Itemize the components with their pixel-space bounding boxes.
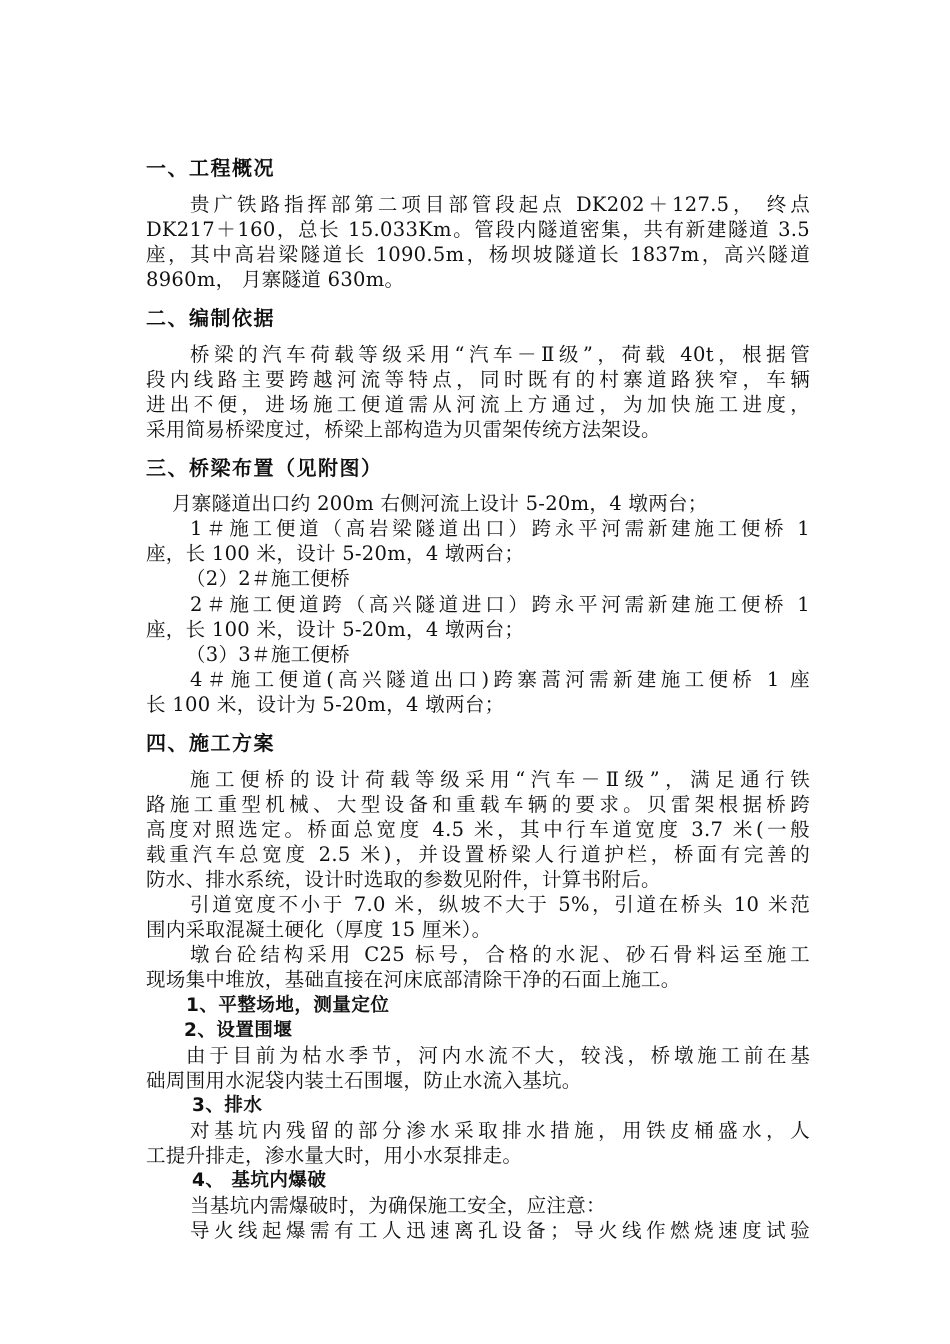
paragraph-line: 由于目前为枯水季节，河内水流不大，较浅，桥墩施工前在基 xyxy=(186,1044,810,1067)
section-heading: 三、桥梁布置（见附图） xyxy=(146,456,383,480)
paragraph-line: 4＃施工便道(高兴隧道出口)跨寨蒿河需新建施工便桥 1 座 xyxy=(190,668,810,691)
paragraph-line: 段内线路主要跨越河流等特点，同时既有的村寨道路狭窄，车辆 xyxy=(146,368,810,391)
paragraph-line: 墩台砼结构采用 C25 标号，合格的水泥、砂石骨料运至施工 xyxy=(190,943,810,966)
paragraph-line: 座，其中高岩梁隧道长 1090.5m，杨坝坡隧道长 1837m，高兴隧道 xyxy=(146,243,810,266)
paragraph-line: 载重汽车总宽度 2.5 米)，并设置桥梁人行道护栏，桥面有完善的 xyxy=(146,843,810,866)
paragraph-line: 8960m， 月寨隧道 630m。 xyxy=(146,268,405,291)
paragraph-line: 月寨隧道出口约 200m 右侧河流上设计 5-20m，4 墩两台； xyxy=(172,492,708,515)
paragraph-line: 采用简易桥梁度过，桥梁上部构造为贝雷架传统方法架设。 xyxy=(146,418,661,441)
paragraph-line: 对基坑内残留的部分渗水采取排水措施，用铁皮桶盛水，人 xyxy=(190,1119,810,1142)
paragraph-line: DK217＋160，总长 15.033Km。管段内隧道密集，共有新建隧道 3.5 xyxy=(146,218,810,241)
paragraph-line: 当基坑内需爆破时，为确保施工安全，应注意： xyxy=(190,1194,606,1217)
subsection-heading: 1、平整场地，测量定位 xyxy=(186,995,390,1016)
subsection-heading: 3、排水 xyxy=(192,1095,263,1116)
paragraph-line: 1＃施工便道（高岩梁隧道出口）跨永平河需新建施工便桥 1 xyxy=(190,517,810,540)
paragraph-line: （2）2＃施工便桥 xyxy=(186,567,351,590)
paragraph-line: 础周围用水泥袋内装土石围堰，防止水流入基坑。 xyxy=(146,1069,582,1092)
subsection-heading: 4、 基坑内爆破 xyxy=(192,1170,327,1191)
paragraph-line: （3）3＃施工便桥 xyxy=(186,643,351,666)
paragraph-line: 现场集中堆放，基础直接在河床底部清除干净的石面上施工。 xyxy=(146,968,681,991)
paragraph-line: 施工便桥的设计荷载等级采用“汽车－Ⅱ级”，满足通行铁 xyxy=(190,768,810,791)
paragraph-line: 座，长 100 米，设计 5-20m，4 墩两台； xyxy=(146,542,525,565)
paragraph-line: 防水、排水系统，设计时选取的参数见附件，计算书附后。 xyxy=(146,868,661,891)
paragraph-line: 导火线起爆需有工人迅速离孔设备；导火线作燃烧速度试验 xyxy=(190,1219,810,1242)
paragraph-line: 路施工重型机械、大型设备和重载车辆的要求。贝雷架根据桥跨 xyxy=(146,793,810,816)
paragraph-line: 高度对照选定。桥面总宽度 4.5 米，其中行车道宽度 3.7 米(一般 xyxy=(146,818,810,841)
paragraph-line: 2＃施工便道跨（高兴隧道进口）跨永平河需新建施工便桥 1 xyxy=(190,593,810,616)
paragraph-line: 引道宽度不小于 7.0 米，纵坡不大于 5%，引道在桥头 10 米范 xyxy=(190,893,810,916)
paragraph-line: 围内采取混凝土硬化（厚度 15 厘米）。 xyxy=(146,918,492,941)
paragraph-line: 桥梁的汽车荷载等级采用“汽车－Ⅱ级”，荷载 40t，根据管 xyxy=(190,343,810,366)
section-heading: 四、施工方案 xyxy=(146,731,275,755)
subsection-heading: 2、设置围堰 xyxy=(184,1020,293,1041)
paragraph-line: 座，长 100 米，设计 5-20m，4 墩两台； xyxy=(146,618,525,641)
paragraph-line: 工提升排走，渗水量大时，用小水泵排走。 xyxy=(146,1144,523,1167)
paragraph-line: 进出不便，进场施工便道需从河流上方通过，为加快施工进度， xyxy=(146,393,810,416)
paragraph-line: 长 100 米，设计为 5-20m，4 墩两台； xyxy=(146,693,505,716)
section-heading: 二、编制依据 xyxy=(146,306,275,330)
paragraph-line: 贵广铁路指挥部第二项目部管段起点 DK202＋127.5， 终点 xyxy=(190,193,810,216)
section-heading: 一、工程概况 xyxy=(146,156,275,180)
